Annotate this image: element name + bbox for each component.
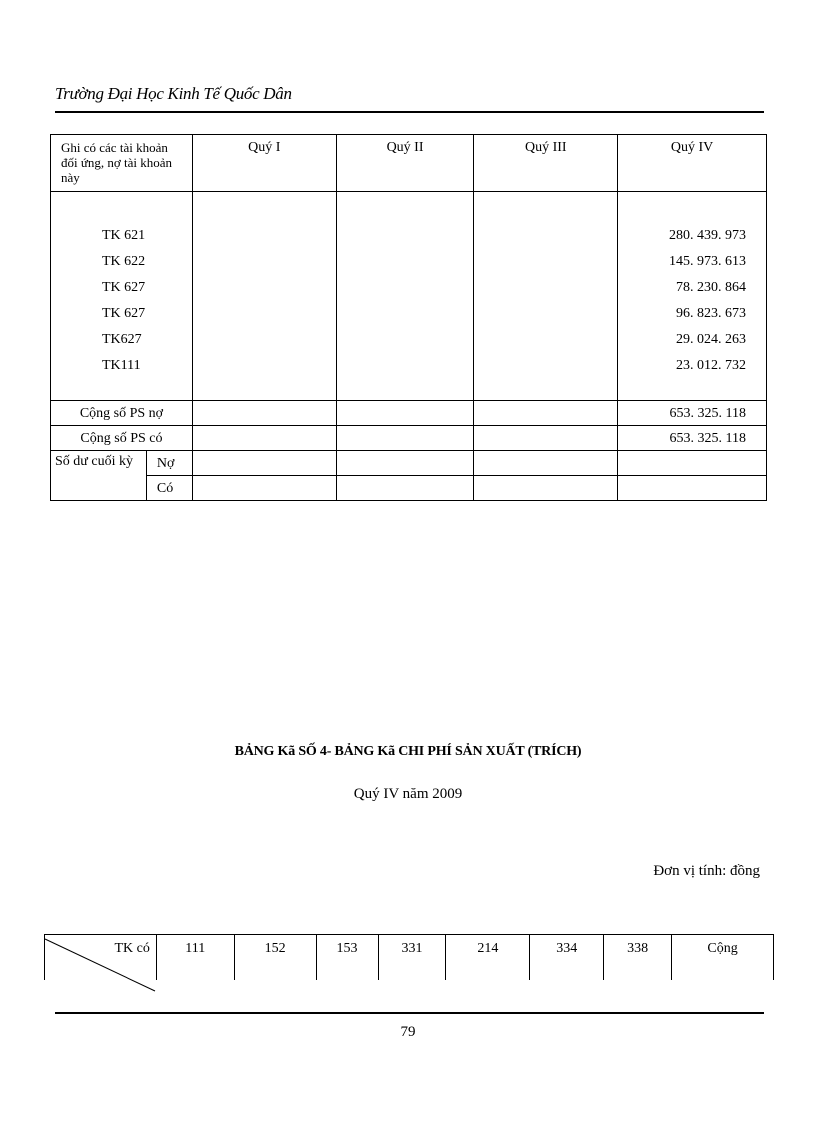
- balance-debit-side: Nợ: [146, 451, 192, 476]
- section-title: BẢNG Kã SỐ 4- BẢNG Kã CHI PHÍ SẢN XUẤT (TRÍCH): [234, 744, 582, 759]
- debit-total-q1: [192, 401, 336, 426]
- balance-credit-side: Có: [146, 476, 192, 501]
- debit-total-q4: 653. 325. 118: [618, 401, 767, 426]
- credit-total-label: Cộng số PS có: [51, 426, 193, 451]
- ledger-credit-total-row: [51, 426, 767, 451]
- ledger-q4-value: 23. 012. 732: [676, 358, 746, 373]
- cost-corner-label: TK có: [114, 941, 150, 956]
- ledger-account: TK 621: [102, 228, 146, 243]
- credit-total-q2: [336, 426, 474, 451]
- balance-credit-q4: [618, 476, 767, 501]
- cost-header-corner: [45, 935, 157, 981]
- ledger-account: TK627: [102, 332, 142, 347]
- ledger-header-q4: Quý IV: [618, 135, 767, 192]
- ledger-header-q2: Quý II: [336, 135, 474, 192]
- production-cost-table: [44, 934, 774, 980]
- ledger-body-row: [51, 192, 767, 401]
- ledger-balance-debit-row: [51, 451, 767, 476]
- balance-debit-q4: [618, 451, 767, 476]
- credit-total-q3: [474, 426, 618, 451]
- cost-col-total: Cộng: [672, 935, 774, 981]
- ledger-q1-cell: [192, 192, 336, 401]
- page-number: 79: [400, 1024, 416, 1040]
- credit-total-q1: [192, 426, 336, 451]
- ledger-account: TK 622: [102, 254, 146, 269]
- ending-balance-label: Số dư cuối kỳ: [51, 451, 147, 501]
- balance-credit-q3: [474, 476, 618, 501]
- header-divider: [55, 111, 764, 113]
- balance-debit-q3: [474, 451, 618, 476]
- ledger-account: TK111: [102, 358, 141, 373]
- ledger-q3-cell: [474, 192, 618, 401]
- ledger-account: TK 627: [102, 306, 146, 321]
- ledger-q4-value: 78. 230. 864: [676, 280, 746, 295]
- debit-total-q3: [474, 401, 618, 426]
- cost-col-334: 334: [530, 935, 604, 981]
- ledger-balance-credit-row: [51, 476, 767, 501]
- cost-col-331: 331: [378, 935, 446, 981]
- document-header-title: Trường Đại Học Kinh Tế Quốc Dân: [55, 84, 292, 103]
- ledger-header-row: [51, 135, 767, 192]
- footer-divider: [55, 1012, 764, 1014]
- balance-debit-q2: [336, 451, 474, 476]
- cost-col-153: 153: [316, 935, 378, 981]
- ledger-account: TK 627: [102, 280, 146, 295]
- balance-credit-q1: [192, 476, 336, 501]
- ledger-header-accounts: Ghi có các tài khoản đối ứng, nợ tài khoản này: [51, 135, 193, 192]
- balance-credit-q2: [336, 476, 474, 501]
- cost-col-111: 111: [156, 935, 234, 981]
- ledger-header-q3: Quý III: [474, 135, 618, 192]
- ledger-q2-cell: [336, 192, 474, 401]
- ledger-account-cell: [51, 192, 193, 401]
- cost-col-214: 214: [446, 935, 530, 981]
- ledger-debit-total-row: [51, 401, 767, 426]
- section-subtitle: Quý IV năm 2009: [353, 786, 463, 802]
- unit-label: Đơn vị tính: đồng: [653, 863, 760, 879]
- ledger-q4-cell: [618, 192, 767, 401]
- debit-total-q2: [336, 401, 474, 426]
- credit-total-q4: 653. 325. 118: [618, 426, 767, 451]
- account-ledger-table: [50, 134, 767, 501]
- ledger-q4-value: 29. 024. 263: [676, 332, 746, 347]
- ledger-q4-value: 280. 439. 973: [669, 228, 746, 243]
- ledger-q4-value: 145. 973. 613: [669, 254, 746, 269]
- cost-col-152: 152: [234, 935, 316, 981]
- ledger-header-q1: Quý I: [192, 135, 336, 192]
- balance-debit-q1: [192, 451, 336, 476]
- cost-col-338: 338: [604, 935, 672, 981]
- ledger-q4-value: 96. 823. 673: [676, 306, 746, 321]
- debit-total-label: Cộng số PS nợ: [51, 401, 193, 426]
- cost-header-row: [45, 935, 774, 981]
